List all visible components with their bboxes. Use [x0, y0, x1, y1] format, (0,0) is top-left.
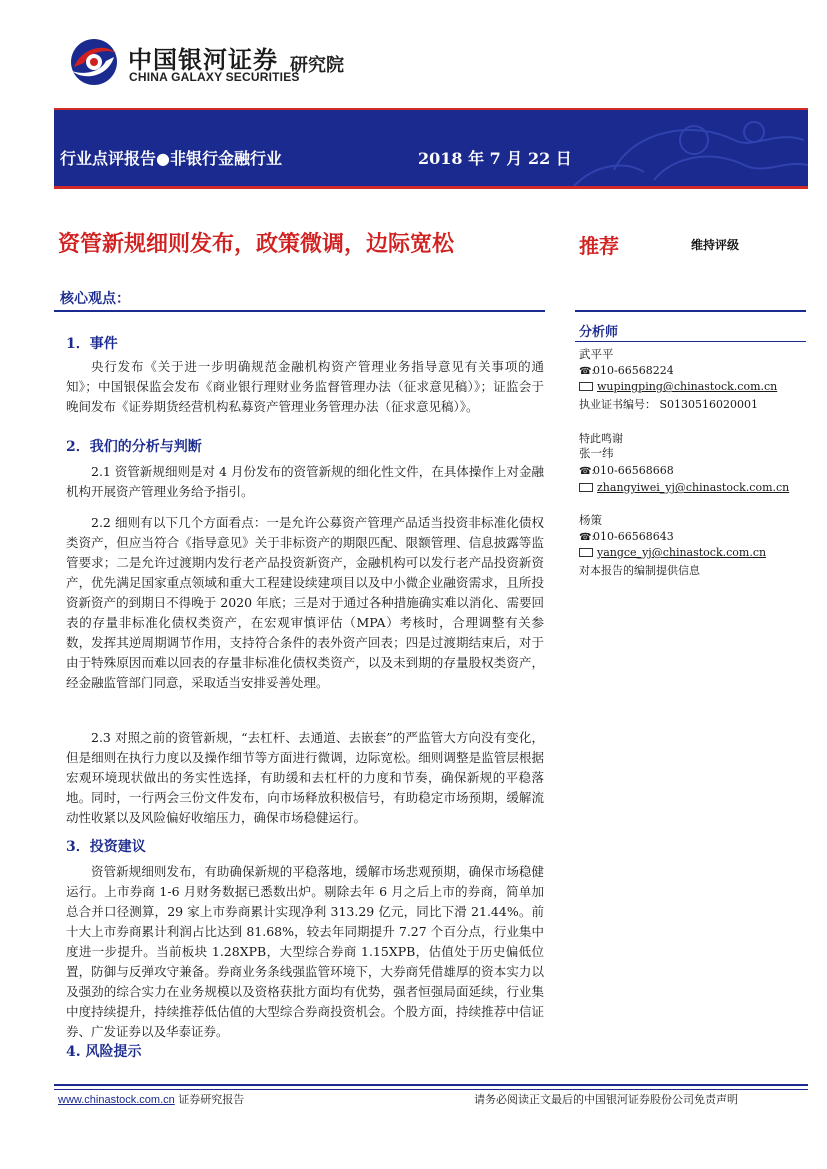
logo-chinese-name: 中国银河证券 [128, 46, 278, 74]
sidebar-rule [575, 341, 806, 342]
institute-label: 研究院 [290, 55, 344, 76]
logo-english-name: CHINA GALAXY SECURITIES [129, 70, 300, 84]
analyst-phone [579, 464, 674, 477]
analyst-email [579, 481, 789, 494]
galaxy-logo-icon [68, 37, 120, 87]
mail-icon [579, 382, 593, 391]
analyst-email [579, 546, 766, 559]
license-number: 执业证书编号： S0130516020001 [579, 398, 759, 411]
mail-icon [579, 483, 593, 492]
rating-label: 推荐 [579, 234, 619, 258]
analyst-name: 武平平 [579, 347, 614, 361]
phone-icon: ☎: [579, 466, 595, 477]
email-link[interactable]: wupingping@chinastock.com.cn [597, 380, 778, 393]
sidebar-note: 对本报告的编制提供信息 [579, 564, 700, 577]
section-heading: 1．事件 [66, 336, 118, 352]
footer-rule-thin [54, 1089, 808, 1090]
website-link[interactable]: www.chinastock.com.cn [58, 1094, 175, 1106]
report-date: 2018 年 7 月 22 日 [418, 149, 572, 168]
mail-icon [579, 548, 593, 557]
paragraph: 2.1 资管新规细则是对 4 月份发布的资管新规的细化性文件，在具体操作上对金融机构开展资产管理业务给予指引。 [66, 464, 544, 499]
thanks-label: 特此鸣谢 [579, 432, 623, 445]
email-link[interactable]: yangce_yj@chinastock.com.cn [597, 546, 767, 559]
analyst-email [579, 380, 777, 393]
core-divider [54, 310, 545, 312]
paragraph: 2.3 对照之前的资管新规，“去杠杆、去通道、去嵌套”的严监管大方向没有变化，但是细则在执行力度以及操作细节等方面进行微调，边际宽松。细则调整是监管层根据宏观环境现状做出的务实性选择，有助缓和去杠杆的力度和节奏，确保新规的平稳落地。同时，一行两会三份文件发布，向市场释放积极信号，有助稳定市场预期，缓解流动性收紧以及风险偏好收缩压力，确保市场稳健运行。 [66, 730, 544, 825]
sidebar-heading: 分析师 [579, 325, 619, 340]
footer-rule [54, 1084, 808, 1086]
banner-bottom-rule [54, 186, 808, 189]
paragraph: 央行发布《关于进一步明确规范金融机构资产管理业务指导意见有关事项的通知》；中国银保监会发布《商业银行理财业务监督管理办法（征求意见稿）》；证监会于晚间发布《证券期货经营机构私募资产管理业务管理办法（征求意见稿）》。 [66, 359, 544, 414]
section-heading: 4. 风险提示 [66, 1044, 142, 1060]
analyst-phone [579, 530, 674, 543]
analyst-name: 张一纬 [579, 446, 614, 460]
email-link[interactable]: zhangyiwei_yj@chinastock.com.cn [597, 481, 790, 494]
phone-icon: ☎: [579, 366, 595, 377]
phone-icon: ☎: [579, 532, 595, 543]
sidebar-top-rule [575, 310, 806, 312]
report-type: 行业点评报告●非银行金融行业 [60, 149, 282, 168]
section-heading: 3．投资建议 [66, 839, 146, 855]
footer-suffix: 证券研究报告 [174, 1093, 245, 1106]
section-heading: 2．我们的分析与判断 [66, 439, 202, 455]
phone-number: 010-66568643 [593, 530, 674, 543]
paragraph: 资管新规细则发布，有助确保新规的平稳落地，缓解市场悲观预期，确保市场稳健运行。上市券商 1-6 月财务数据已悉数出炉。剔除去年 6 月之后上市的券商，简单加总合并口径测算，29 家上市券商累计实现净利 313.29 亿元，同比下滑 21.44%。前十大上市券商累计利润占比达到 81.68%，较去年同期提升 7.27 个百分点，行业集中度进一步提升。当前板块 1.28XPB，大型综合券商 1.15XPB，估值处于历史偏低位置，防御与反弹攻守兼备。券商业务条线强监管环境下，大券商凭借雄厚的资本实力以及强劲的综合实力在业务规模以及资格获批方面均有优势，强者恒强局面延续，行业集中度持续提升，持续推荐低估值的大型综合券商投资机会。个股方面，持续推荐中信证券、广发证券以及华泰证券。 [66, 864, 544, 1039]
rating-note: 维持评级 [691, 238, 740, 252]
phone-number: 010-66568668 [593, 464, 674, 477]
footer-disclaimer: 请务必阅读正文最后的中国银河证券股份公司免责声明 [474, 1093, 738, 1106]
footer-left [58, 1091, 244, 1107]
report-title: 资管新规细则发布，政策微调，边际宽松 [58, 231, 455, 257]
paragraph: 2.2 细则有以下几个方面看点：一是允许公募资产管理产品适当投资非标准化债权类资产，但应当符合《指导意见》关于非标资产的期限匹配、限额管理、信息披露等监管要求；二是允许过渡期内发行老产品投资新资产，金融机构可以发行老产品投资新资产，优先满足国家重点领域和重大工程建设续建项目以及中小微企业融资需求，且所投资新资产的到期日不得晚于 2020 年底；三是对于通过各种措施确实难以消化、需要回表的存量非标准化债权类资产，在宏观审慎评估（MPA）考核时，合理调整有关参数，发挥其逆周期调节作用，支持符合条件的表外资产回表；四是过渡期结束后，对于由于特殊原因而难以回表的存量非标准化债权类资产，以及未到期的存量股权类资产，经金融监管部门同意，采取适当安排妥善处理。 [66, 515, 544, 690]
phone-number: 010-66568224 [593, 364, 674, 377]
analyst-name: 杨策 [579, 513, 602, 527]
core-view-heading: 核心观点： [60, 291, 130, 307]
analyst-phone [579, 364, 674, 377]
